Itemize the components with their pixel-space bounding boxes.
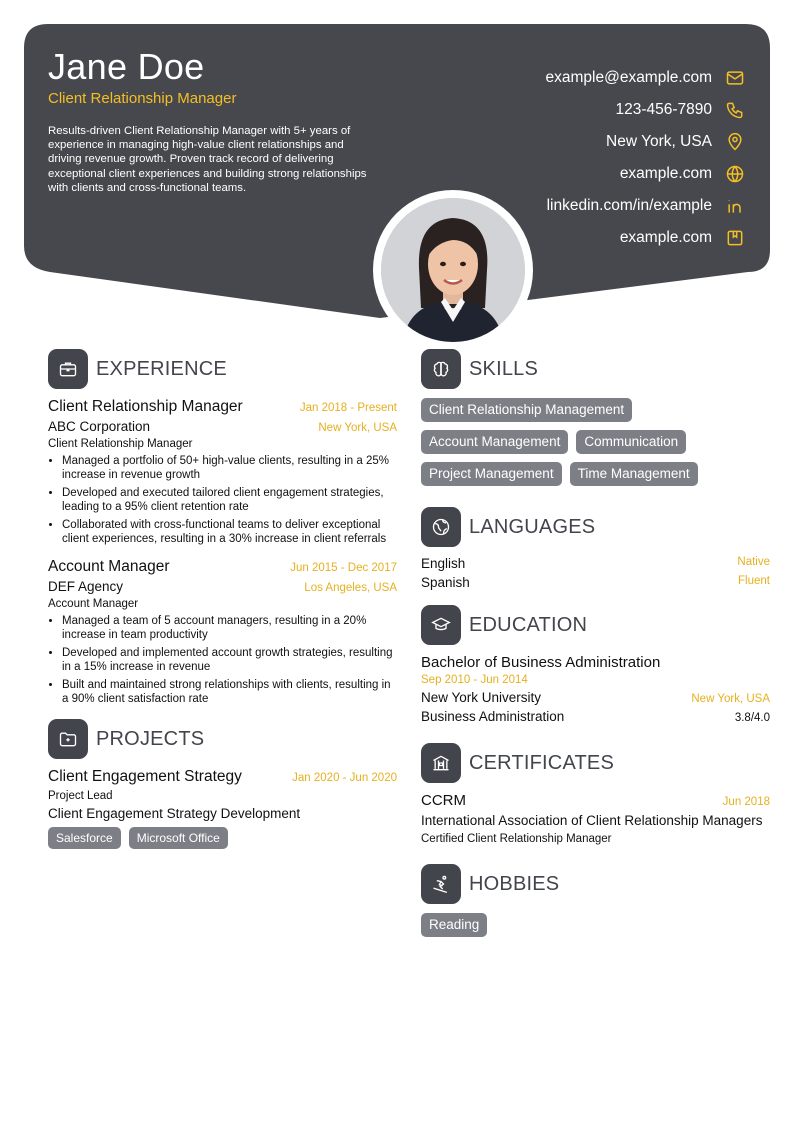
certificate-date: Jun 2018 [722,796,770,808]
linkedin-icon [724,195,746,217]
job-bullets [48,614,397,706]
experience-header [48,348,397,390]
contact-phone[interactable] [416,94,746,126]
hobby-list [421,913,770,937]
skill-list [421,430,770,454]
job-company: DEF Agency [48,579,124,594]
job-dates: Jun 2015 - Dec 2017 [290,562,397,574]
institution-icon [421,743,461,783]
profile-photo-frame [373,190,533,350]
job-location: New York, USA [318,422,397,434]
language-row [421,556,770,571]
education-degree: Bachelor of Business Administration [421,654,661,671]
globe-language-icon [421,507,461,547]
graduation-cap-icon [421,605,461,645]
job-bullet: • Built and maintained strong relationships with clients, resulting in a 90% client satisfaction rate [62,678,397,706]
certificates-header [421,742,770,784]
experience-title: EXPERIENCE [96,357,227,380]
certificate-org: International Association of Client Relationship Managers [421,813,763,828]
globe-icon [724,163,746,185]
certificate-full-name: Certified Client Relationship Manager [421,833,612,845]
tool-chip: Microsoft Office [129,827,228,849]
job-bullet: • Developed and executed tailored client engagement strategies, leading to a 95% client retention rate [62,486,397,514]
projects-title: PROJECTS [96,727,205,750]
skill-list [421,462,770,486]
contact-email[interactable] [416,62,746,94]
hobbies-title: HOBBIES [469,872,560,895]
job-company: ABC Corporation [48,419,151,434]
contact-website-text[interactable]: example.com [619,165,712,182]
education-school: New York University [421,690,542,705]
contact-website[interactable] [416,158,746,190]
job-subtitle: Client Relationship Manager [48,438,193,450]
job-dates: Jan 2018 - Present [299,402,397,414]
projects-header [48,718,397,760]
languages-title: LANGUAGES [469,515,596,538]
right-column [421,348,770,937]
mail-icon [724,67,746,89]
skill-chip: Time Management [570,462,698,486]
certificates-title: CERTIFICATES [469,751,615,774]
left-column [48,348,397,849]
job-location: Los Angeles, USA [304,582,397,594]
education-dates: Sep 2010 - Jun 2014 [421,674,528,686]
education-title: EDUCATION [469,613,588,636]
project-name: Client Engagement Strategy [48,768,242,785]
skills-title: SKILLS [469,357,539,380]
folder-icon [48,719,88,759]
phone-icon [724,99,746,121]
hobbies-header [421,863,770,905]
language-row [421,575,770,590]
skill-chip: Account Management [421,430,568,454]
skill-chip: Project Management [421,462,562,486]
experience-item [48,398,397,546]
education-field: Business Administration [421,709,565,724]
contact-email-text[interactable]: example@example.com [545,69,712,86]
job-bullet: • Developed and implemented account growth strategies, resulting in a 15% increase in revenue [62,646,397,674]
job-bullet: • Managed a portfolio of 50+ high-value clients, resulting in a 25% increase in revenue growth [62,454,397,482]
job-role: Account Manager [48,558,170,575]
contact-linkedin-text[interactable]: linkedin.com/in/example [546,197,712,214]
certificate-name: CCRM [421,792,466,809]
language-level: Fluent [738,575,770,587]
contact-portfolio-text[interactable]: example.com [619,229,712,246]
briefcase-icon [48,349,88,389]
candidate-title: Client Relationship Manager [48,90,237,107]
skiing-icon [421,864,461,904]
project-tools [48,827,397,849]
profile-photo [381,198,525,342]
job-role: Client Relationship Manager [48,398,243,415]
job-bullets [48,454,397,546]
language-name: English [421,556,466,571]
project-role: Project Lead [48,790,113,802]
education-location: New York, USA [691,693,770,705]
project-description: Client Engagement Strategy Development [48,806,301,821]
brain-icon [421,349,461,389]
job-bullet: • Managed a team of 5 account managers, resulting in a 20% increase in team productivity [62,614,397,642]
skill-chip: Client Relationship Management [421,398,632,422]
contact-location-text: New York, USA [606,133,712,150]
education-header [421,604,770,646]
contact-location [416,126,746,158]
skill-chip: Communication [576,430,686,454]
job-bullet: • Collaborated with cross-functional teams to deliver exceptional client experiences, resulting in a 30% increase in client referrals [62,518,397,546]
bookmark-icon [724,227,746,249]
tool-chip: Salesforce [48,827,121,849]
education-gpa: 3.8/4.0 [734,712,770,724]
summary: Results-driven Client Relationship Manager with 5+ years of experience in managing high-value client relationships and driving revenue growth. Proven track record of delivering exceptional client experiences and building strong relationships with clients and cross-functional teams. [48,125,367,194]
language-name: Spanish [421,575,470,590]
language-level: Native [737,556,770,568]
candidate-name: Jane Doe [48,46,205,87]
hobby-chip: Reading [421,913,487,937]
project-item [48,768,397,849]
job-subtitle: Account Manager [48,598,139,610]
project-dates: Jan 2020 - Jun 2020 [292,772,397,784]
contact-phone-text[interactable]: 123-456-7890 [615,101,712,118]
skill-list [421,398,770,422]
experience-item [48,558,397,706]
languages-header [421,506,770,548]
location-pin-icon [724,131,746,153]
skills-header [421,348,770,390]
